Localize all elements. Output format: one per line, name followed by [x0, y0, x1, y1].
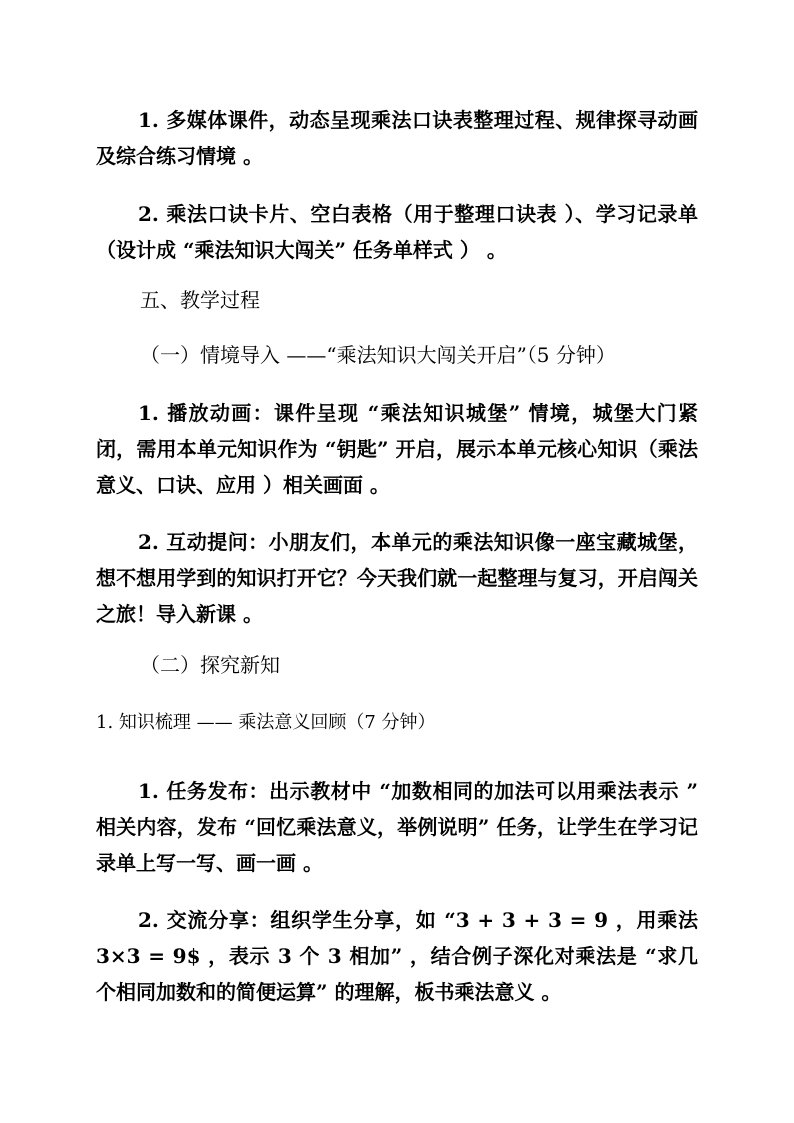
explore-item-share: 2. 交流分享：组织学生分享，如 “3 + 3 + 3 = 9 ，用乘法 3×3 = 9$ ，表示 3 个 3 相加” ，结合例子深化对乘法是 “求几个相同加数和的简便运算” 的理解，板书乘法意义 。 [96, 908, 698, 1004]
section-heading-explore: （二）探究新知 [140, 653, 280, 677]
intro-item-question: 2. 互动提问：小朋友们，本单元的乘法知识像一座宝藏城堡，想不想用学到的知识打开它？今天我们就一起整理与复习，开启闯关之旅！导入新课 。 [96, 530, 698, 626]
prep-item-cards: 2. 乘法口诀卡片、空白表格（用于整理口诀表 ）、学习记录单（设计成 “乘法知识大闯关” 任务单样式 ） 。 [96, 202, 698, 262]
explore-item-task: 1. 任务发布：出示教材中 “加数相同的加法可以用乘法表示 ” 相关内容，发布 “回忆乘法意义，举例说明” 任务，让学生在学习记录单上写一写、画一画 。 [96, 779, 698, 875]
section-heading-scenario-intro: （一）情境导入 ——“乘法知识大闯关开启”（5 分钟） [140, 343, 616, 367]
subsection-heading-knowledge-review: 1. 知识梳理 —— 乘法意义回顾（7 分钟） [96, 712, 436, 733]
section-heading-teaching-process: 五、教学过程 [140, 288, 260, 312]
intro-item-animation: 1. 播放动画：课件呈现 “乘法知识城堡” 情境，城堡大门紧闭，需用本单元知识作为 “钥匙” 开启，展示本单元核心知识（乘法意义、口诀、应用 ）相关画面 。 [96, 401, 698, 497]
prep-item-courseware: 1. 多媒体课件，动态呈现乘法口诀表整理过程、规律探寻动画及综合练习情境 。 [96, 108, 698, 168]
